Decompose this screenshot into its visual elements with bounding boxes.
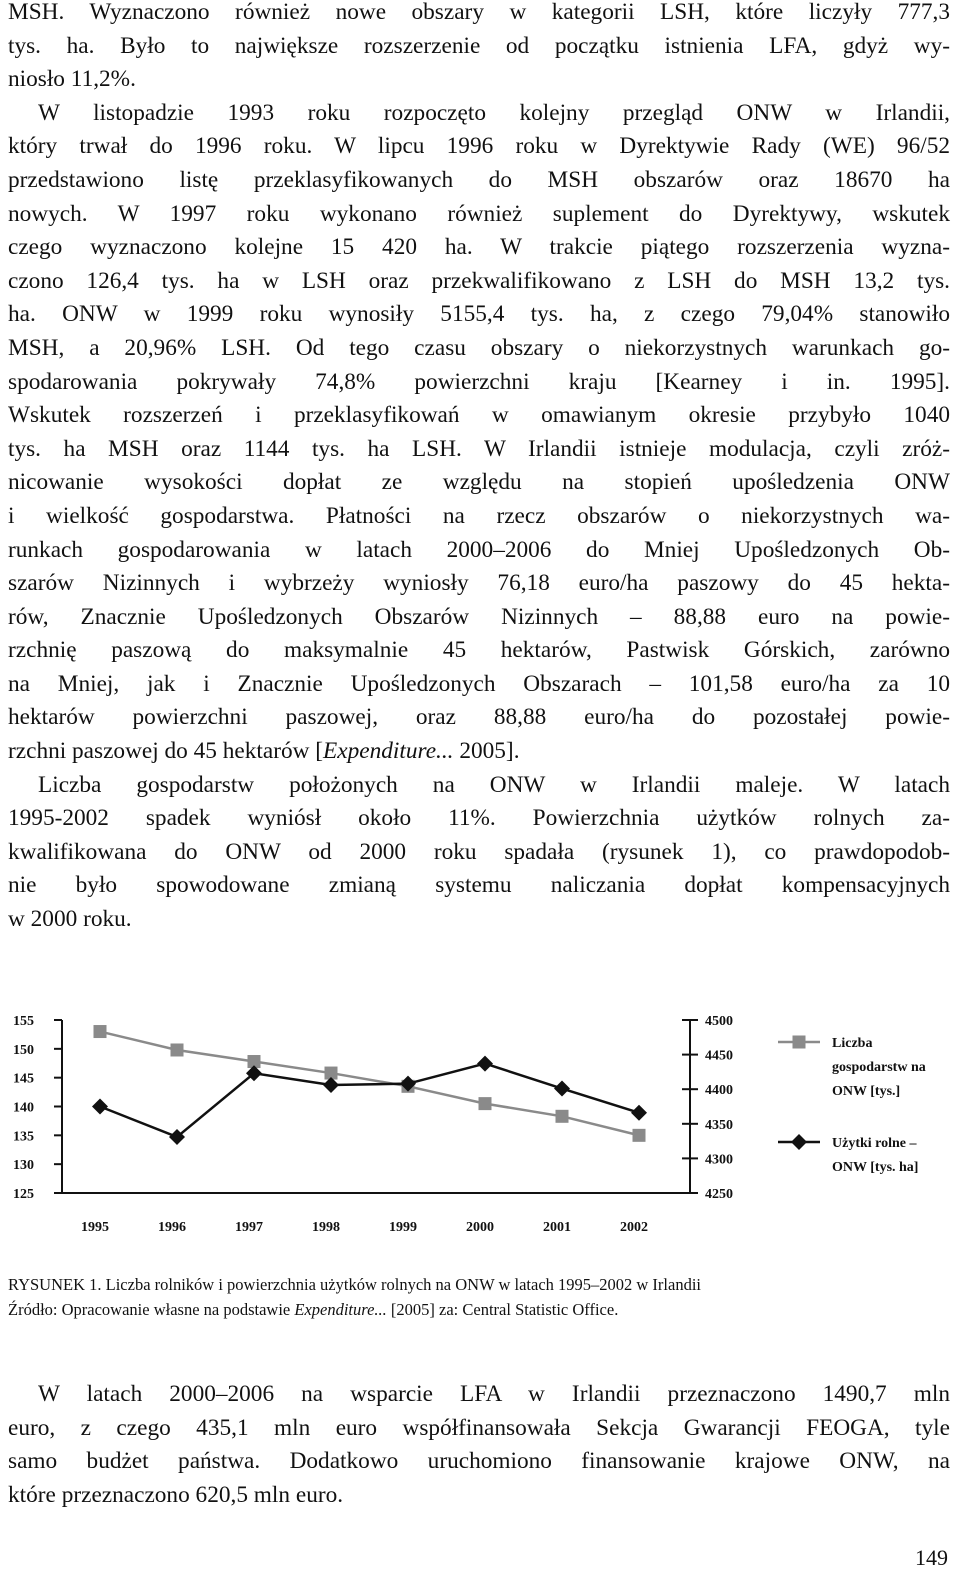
legend-marker-diamond (791, 1134, 807, 1150)
text-line: które przeznaczono 620,5 mln euro. (8, 1481, 344, 1508)
text-line: samo budżet państwa. Dodatkowo uruchomiono finansowanie krajowe ONW, na (8, 1448, 950, 1475)
text-line: MSH, a 20,96% LSH. Od tego czasu obszary o niekorzystnych warunkach go- (8, 334, 950, 361)
legend-label: gospodarstw na (832, 1060, 926, 1075)
text-line: na Mniej, jak i Znacznie Upośledzonych Obszarach – 101,58 euro/ha za 10 (8, 670, 950, 697)
text-line: W latach 2000–2006 na wsparcie LFA w Irlandii przeznaczono 1490,7 mln (38, 1381, 950, 1407)
data-point-square (479, 1097, 492, 1110)
text-line: runkach gospodarowania w latach 2000–2006 do Mniej Upośledzonych Ob- (8, 536, 950, 563)
text-line: MSH. Wyznaczono również nowe obszary w kategorii LSH, które liczyły 777,3 (8, 0, 950, 25)
text-line: hektarów powierzchni paszowej, oraz 88,88 euro/ha do pozostałej powie- (8, 704, 950, 731)
x-tick-label: 1998 (312, 1220, 340, 1235)
data-point-diamond (92, 1099, 108, 1115)
series-line (100, 1064, 639, 1137)
data-point-diamond (631, 1105, 647, 1121)
x-tick-label: 1999 (389, 1220, 417, 1235)
data-point-square (171, 1043, 184, 1056)
text-line: Liczba gospodarstw położonych na ONW w Irlandii maleje. W latach (38, 771, 950, 798)
text-segment: rzchni paszowej do 45 hektarów [ (8, 738, 324, 765)
text-line: rzchnię paszową do maksymalnie 45 hektarów, Pastwisk Górskich, zarówno (8, 637, 950, 664)
text-line: niosło 11,2%. (8, 66, 136, 93)
text-line: 1995-2002 spadek wyniósł około 11%. Powierzchnia użytków rolnych za- (8, 805, 950, 832)
right-tick-label: 4300 (705, 1152, 733, 1168)
x-tick-label: 1997 (235, 1220, 263, 1235)
text-line: euro, z czego 435,1 mln euro współfinansowała Sekcja Gwarancji FEOGA, tyle (8, 1414, 950, 1441)
right-tick-label: 4450 (705, 1048, 733, 1064)
text-line: i wielkość gospodarstwa. Płatności na rzecz obszarów o niekorzystnych wa- (8, 502, 950, 529)
legend-label: ONW [tys. ha] (832, 1160, 919, 1175)
chart-series (92, 1025, 647, 1145)
text-line: nowych. W 1997 roku wykonano również suplement do Dyrektywy, wskutek (8, 200, 950, 227)
left-tick-label: 145 (13, 1071, 34, 1087)
text-line: kwalifikowana do ONW od 2000 roku spadała (rysunek 1), co prawdopodob- (8, 838, 950, 865)
text-line: Wskutek rozszerzeń i przeklasyfikowań w omawianym okresie przybyło 1040 (8, 402, 950, 429)
text-segment: 2005]. (453, 738, 520, 765)
left-tick-label: 155 (13, 1014, 34, 1029)
x-tick-label: 2002 (620, 1220, 648, 1235)
text-line: ha. ONW w 1999 roku wynosiły 5155,4 tys. ha, z czego 79,04% stanowiło (8, 301, 950, 328)
chart-ticks (13, 1014, 733, 1235)
x-tick-label: 2001 (543, 1220, 571, 1235)
right-tick-label: 4250 (705, 1187, 733, 1202)
right-tick-label: 4500 (705, 1014, 733, 1029)
chart-legend (778, 1036, 926, 1176)
left-tick-label: 150 (13, 1042, 34, 1058)
text-segment: [2005] za: Central Statistic Office. (386, 1300, 619, 1319)
legend-label: ONW [tys.] (832, 1084, 901, 1099)
x-tick-label: 2000 (466, 1220, 494, 1235)
text-line: tys. ha MSH oraz 1144 tys. ha LSH. W Irlandii istnieje modulacja, czyli zróż- (8, 435, 950, 462)
right-tick-label: 4400 (705, 1083, 733, 1099)
right-tick-label: 4350 (705, 1117, 733, 1133)
citation-italic: Expenditure... (323, 738, 454, 765)
text-line: W listopadzie 1993 roku rozpoczęto kolejny przegląd ONW w Irlandii, (38, 99, 950, 126)
text-line: czego wyznaczono kolejne 15 420 ha. W trakcie piątego rozszerzenia wyzna- (8, 234, 950, 261)
figure-caption: RYSUNEK 1. Liczba rolników i powierzchnia użytków rolnych na ONW w latach 1995–2002 w Irlandii (8, 1275, 701, 1294)
paragraph-1 (8, 0, 950, 937)
text-line: tys. ha. Było to największe rozszerzenie od początku istnienia LFA, gdyż wy- (8, 32, 950, 59)
legend-marker-square (793, 1036, 806, 1049)
x-tick-label: 1995 (81, 1220, 109, 1235)
text-line: w 2000 roku. (8, 906, 132, 933)
data-point-square (633, 1129, 646, 1142)
paragraph-4 (8, 1378, 950, 1512)
text-line: przedstawiono listę przeklasyfikowanych do MSH obszarów oraz 18670 ha (8, 166, 950, 193)
text-segment: Źródło: Opracowanie własne na podstawie (8, 1300, 295, 1319)
left-tick-label: 130 (13, 1158, 34, 1174)
text-line-with-citation (8, 735, 950, 769)
figure-source (8, 1297, 950, 1322)
left-tick-label: 135 (13, 1129, 34, 1145)
data-point-diamond (554, 1081, 570, 1097)
x-tick-label: 1996 (158, 1220, 186, 1235)
page-number: 149 (915, 1545, 948, 1570)
citation-italic: Expenditure... (294, 1300, 387, 1319)
figure-line-chart (0, 1005, 960, 1255)
text-line: rów, Znacznie Upośledzonych Obszarów Nizinnych – 88,88 euro na powie- (8, 603, 950, 630)
legend-label: Liczba (832, 1036, 873, 1051)
data-point-square (556, 1110, 569, 1123)
text-line: spodarowania pokrywały 74,8% powierzchni kraju [Kearney i in. 1995]. (8, 368, 950, 395)
data-point-diamond (477, 1056, 493, 1072)
data-point-square (94, 1025, 107, 1038)
legend-label: Użytki rolne – (832, 1136, 917, 1151)
left-tick-label: 140 (13, 1100, 34, 1116)
text-line: szarów Nizinnych i wybrzeży wyniosły 76,18 euro/ha paszowy do 45 hekta- (8, 570, 950, 597)
text-line: czono 126,4 tys. ha w LSH oraz przekwalifikowano z LSH do MSH 13,2 tys. (8, 267, 950, 294)
text-line: nicowanie wysokości dopłat ze względu na stopień upośledzenia ONW (8, 469, 950, 496)
left-tick-label: 125 (13, 1187, 34, 1202)
text-line: który trwał do 1996 roku. W lipcu 1996 roku w Dyrektywie Rady (WE) 96/52 (8, 133, 950, 160)
text-line: nie było spowodowane zmianą systemu naliczania dopłat kompensacyjnych (8, 872, 950, 899)
